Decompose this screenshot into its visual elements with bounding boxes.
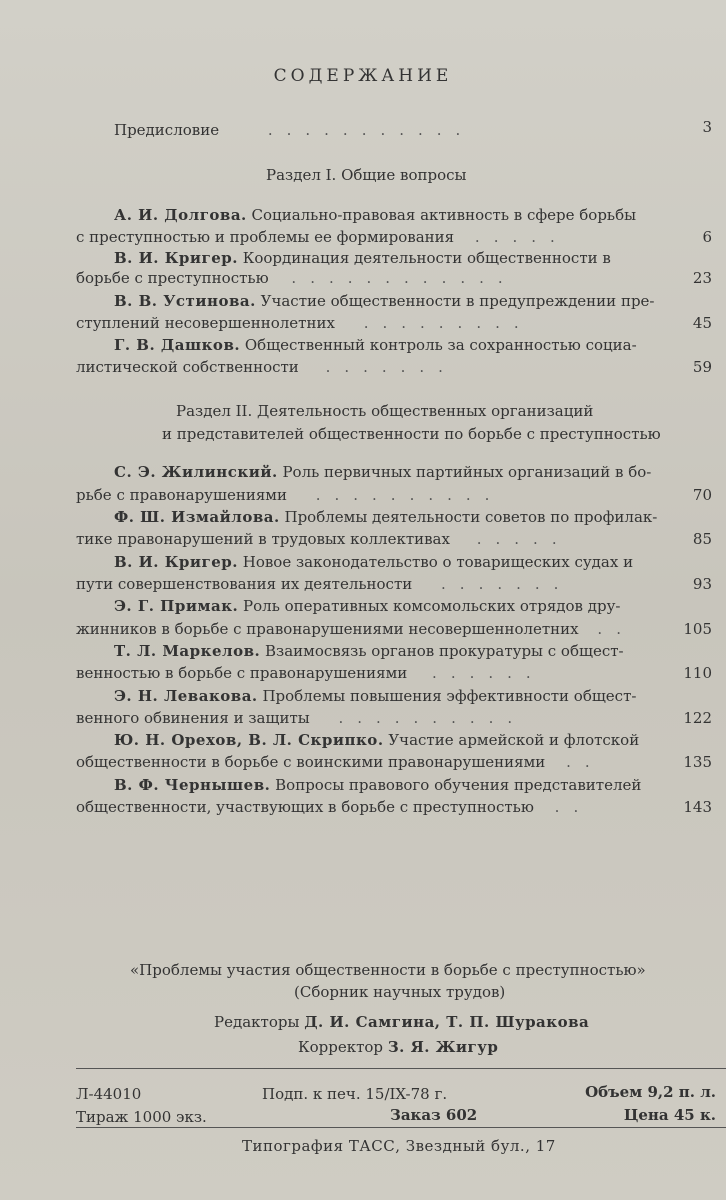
toc-entry-title-line2: общественности, участвующих в борьбе с преступностью: [76, 798, 534, 816]
imprint-order: Заказ 602: [390, 1106, 478, 1124]
toc-entry-title-line: пути совершенствования их деятельности .......: [76, 575, 573, 593]
toc-entry-author: В. В. Устинова.: [114, 292, 256, 310]
toc-entry-title-line: рьбе с правонарушениями ..........: [76, 486, 504, 504]
toc-entry-author: Э. Г. Примак.: [114, 597, 239, 615]
toc-entry-title-line1: Новое законодательство о товарищеских судах и: [242, 553, 634, 571]
toc-entry-author-line: [114, 776, 641, 794]
toc-entry-author-line: [114, 642, 624, 660]
toc-entry-title-line1: Социально-правовая активность в сфере борьбы: [251, 206, 637, 224]
toc-entry-title-line2: рьбе с правонарушениями: [76, 486, 287, 504]
toc-entry-page: 45: [692, 314, 712, 332]
toc-entry-page: 135: [683, 753, 712, 771]
preface-label: Предисловие: [114, 121, 220, 139]
toc-entry-author: Т. Л. Маркелов.: [114, 642, 261, 660]
toc-entry-title-line1: Роль оперативных комсомольских отрядов дру-: [243, 597, 621, 615]
corrector-line: [298, 1038, 498, 1056]
toc-entry-title-line2: венностью в борьбе с правонарушениями: [76, 664, 408, 682]
toc-entry-title-line2: общественности в борьбе с воинскими правонарушениями: [76, 753, 546, 771]
imprint-print-run: Тираж 1000 экз.: [76, 1108, 207, 1126]
section2-heading-line1: Раздел II. Деятельность общественных организаций: [176, 402, 594, 420]
toc-entry-title-line1: Взаимосвязь органов прокуратуры с общест-: [265, 642, 624, 660]
imprint-rule-bottom: [76, 1127, 726, 1128]
toc-entry-title-line1: Участие общественности в предупреждении пре-: [260, 292, 655, 310]
toc-entry-author-line: [114, 206, 636, 224]
imprint-volume: Объем 9,2 п. л.: [585, 1083, 716, 1101]
toc-entry-title-line1: Вопросы правового обучения представителей: [275, 776, 642, 794]
toc-entry-title-line: борьбе с преступностью ............: [76, 269, 517, 287]
toc-entry-title-line2: с преступностью и проблемы ее формирования: [76, 228, 455, 246]
toc-entry-title-line2: жинников в борьбе с правонарушениями несовершеннолетних: [76, 620, 579, 638]
toc-entry-page: 59: [692, 358, 712, 376]
toc-entry-author: В. Ф. Чернышев.: [114, 776, 271, 794]
toc-entry-title-line2: тике правонарушений в трудовых коллективах: [76, 530, 450, 548]
toc-entry-title-line: венностью в борьбе с правонарушениями ......: [76, 664, 545, 682]
toc-entry-title-line: венного обвинения и защиты ..........: [76, 709, 527, 727]
toc-entry-page: 23: [692, 269, 712, 287]
corrector-name: З. Я. Жигур: [387, 1038, 499, 1056]
contents-title: СОДЕРЖАНИЕ: [273, 66, 453, 86]
toc-entry-author: В. И. Кригер.: [114, 249, 238, 267]
toc-entry-author: А. И. Долгова.: [114, 206, 247, 224]
preface-line: Предисловие ...........: [114, 121, 475, 139]
editors-line: [214, 1013, 589, 1031]
toc-entry-title-line: жинников в борьбе с правонарушениями несовершеннолетних ..: [76, 620, 635, 638]
toc-entry-title-line2: ступлений несовершеннолетних: [76, 314, 335, 332]
imprint-printer: Типография ТАСС, Звездный бул., 17: [242, 1137, 556, 1155]
toc-entry-author: Э. Н. Левакова.: [114, 687, 258, 705]
toc-entry-title-line: общественности, участвующих в борьбе с преступностью ..: [76, 798, 593, 816]
toc-entry-author: Ю. Н. Орехов, В. Л. Скрипко.: [114, 731, 384, 749]
toc-entry-page: 85: [692, 530, 712, 548]
toc-entry-title-line1: Координация деятельности общественности в: [242, 249, 611, 267]
toc-entry-page: 143: [683, 798, 712, 816]
toc-entry-title-line: общественности в борьбе с воинскими правонарушениями ..: [76, 753, 604, 771]
corrector-label: Корректор: [298, 1038, 384, 1056]
imprint-price: Цена 45 к.: [623, 1106, 716, 1124]
toc-entry-page: 122: [683, 709, 712, 727]
preface-page: 3: [702, 118, 712, 136]
toc-entry-title-line1: Проблемы повышения эффективности общест-: [262, 687, 637, 705]
toc-entry-page: 110: [683, 664, 712, 682]
section2-heading-line2: и представителей общественности по борьбе с преступностью: [162, 425, 661, 443]
imprint-rule-top: [76, 1068, 726, 1069]
book-subtitle: (Сборник научных трудов): [294, 983, 506, 1001]
section1-heading: Раздел I. Общие вопросы: [266, 166, 467, 184]
imprint-code: Л-44010: [76, 1085, 142, 1103]
toc-entry-author-line: [114, 508, 657, 526]
toc-entry-author-line: [114, 553, 633, 571]
toc-entry-page: 93: [692, 575, 712, 593]
toc-entry-author-line: [114, 687, 636, 705]
toc-entry-title-line: с преступностью и проблемы ее формирования .....: [76, 228, 569, 246]
toc-entry-page: 105: [683, 620, 712, 638]
toc-entry-page: 70: [692, 486, 712, 504]
toc-entry-author-line: [114, 336, 637, 354]
toc-entry-title-line: листической собственности .......: [76, 358, 457, 376]
editors-names: Д. И. Самгина, Т. П. Шуракова: [304, 1013, 590, 1031]
toc-entry-author-line: [114, 597, 621, 615]
toc-entry-author-line: [114, 292, 655, 310]
editors-label: Редакторы: [214, 1013, 300, 1031]
toc-entry-author: С. Э. Жилинский.: [114, 463, 278, 481]
toc-entry-title-line1: Проблемы деятельности советов по профилак-: [284, 508, 658, 526]
toc-entry-title-line2: пути совершенствования их деятельности: [76, 575, 413, 593]
toc-entry-author-line: [114, 249, 611, 267]
toc-entry-author-line: [114, 731, 639, 749]
toc-entry-title-line2: борьбе с преступностью: [76, 269, 269, 287]
toc-entry-author-line: [114, 463, 651, 481]
toc-entry-title-line1: Участие армейской и флотской: [388, 731, 640, 749]
toc-entry-author: Г. В. Дашков.: [114, 336, 241, 354]
toc-entry-title-line1: Роль первичных партийных организаций в бо-: [282, 463, 652, 481]
toc-entry-title-line: тике правонарушений в трудовых коллективах .....: [76, 530, 571, 548]
imprint-signed: Подп. к печ. 15/IX-78 г.: [262, 1085, 448, 1103]
toc-entry-author: В. И. Кригер.: [114, 553, 238, 571]
toc-entry-title-line2: листической собственности: [76, 358, 299, 376]
toc-entry-title-line2: венного обвинения и защиты: [76, 709, 310, 727]
toc-entry-title-line: ступлений несовершеннолетних .........: [76, 314, 533, 332]
toc-entry-author: Ф. Ш. Измайлова.: [114, 508, 280, 526]
toc-entry-page: 6: [702, 228, 712, 246]
book-title: «Проблемы участия общественности в борьбе с преступностью»: [130, 961, 646, 979]
toc-entry-title-line1: Общественный контроль за сохранностью социа-: [244, 336, 637, 354]
